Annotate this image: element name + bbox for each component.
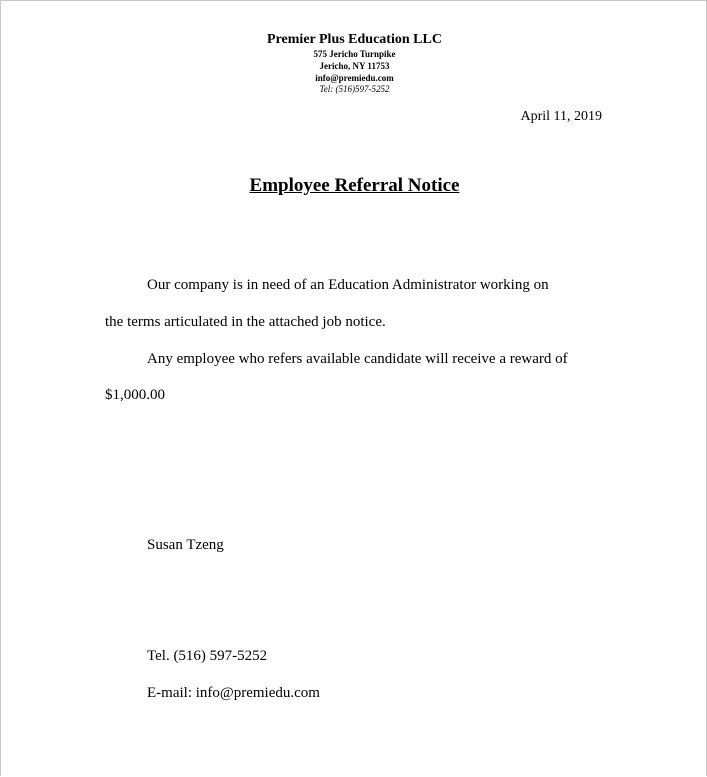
paragraph-2-line-2: $1,000.00 xyxy=(105,387,165,403)
signature-email: E-mail: info@premiedu.com xyxy=(147,685,320,701)
company-email: info@premiedu.com xyxy=(315,73,394,83)
paragraph-1-line-1: Our company is in need of an Education Administrator working on xyxy=(147,277,549,293)
paragraph-1-line-2: the terms articulated in the attached job notice. xyxy=(105,314,386,330)
company-street: 575 Jericho Turnpike xyxy=(313,49,396,59)
signature-tel: Tel. (516) 597-5252 xyxy=(147,648,268,664)
letterhead xyxy=(1,31,707,95)
paragraph-2-line-1: Any employee who refers available candidate will receive a reward of xyxy=(147,351,568,367)
company-tel: Tel: (516)597-5252 xyxy=(319,84,390,94)
document-title: Employee Referral Notice xyxy=(249,175,460,196)
company-city: Jericho, NY 11753 xyxy=(319,61,390,71)
signature-name: Susan Tzeng xyxy=(147,537,224,553)
company-name: Premier Plus Education LLC xyxy=(267,32,442,47)
letter-date: April 11, 2019 xyxy=(520,109,602,124)
